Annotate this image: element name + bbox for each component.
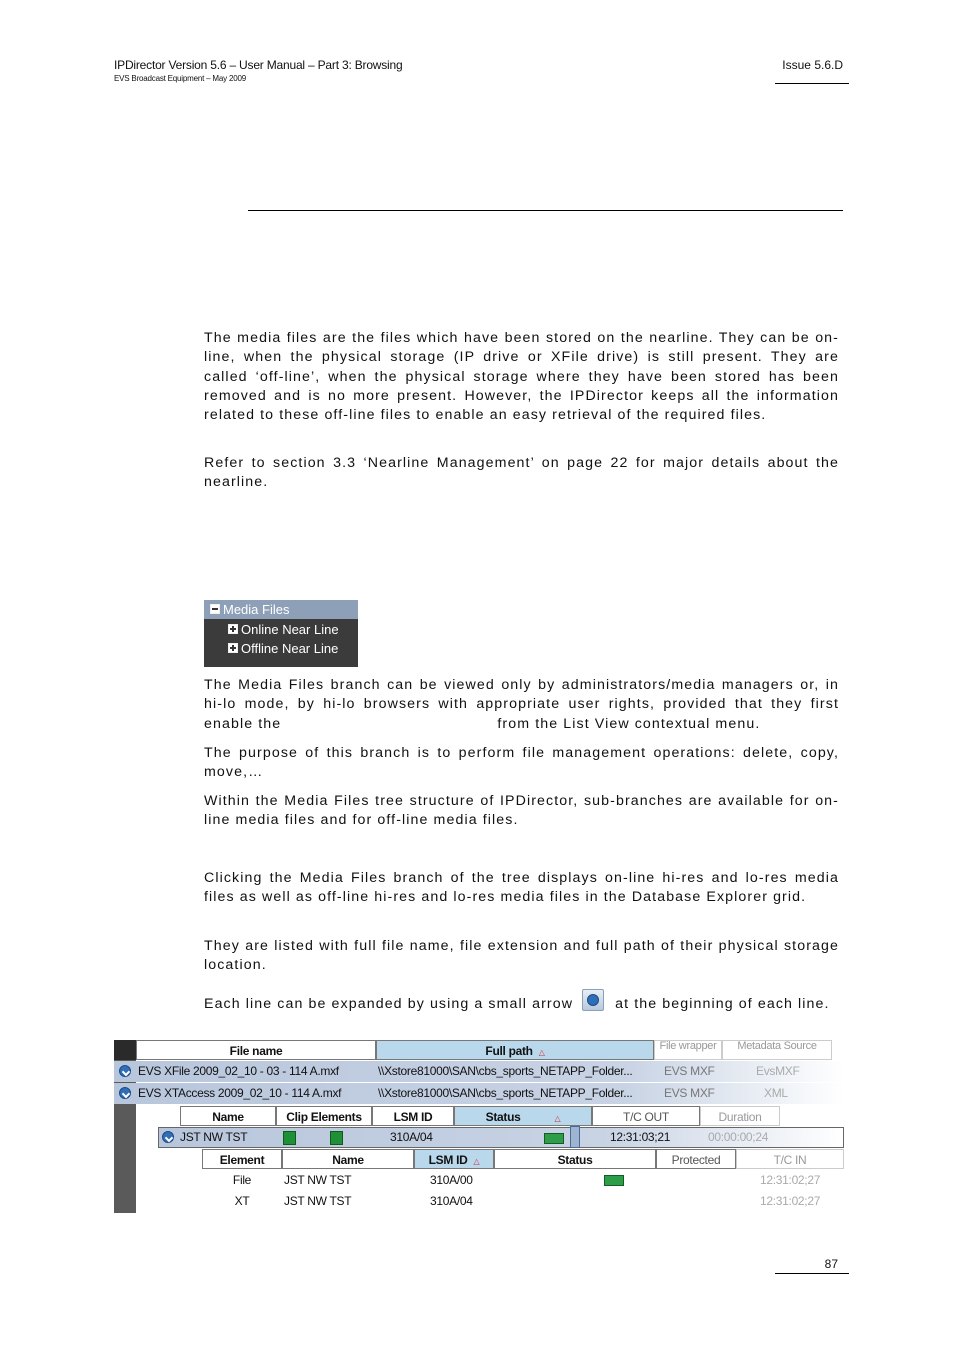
- cell-element: File: [232, 1173, 252, 1187]
- cell-lsm-id: 310A/04: [390, 1130, 433, 1144]
- expand-arrow-icon[interactable]: [162, 1131, 174, 1143]
- footer-rule: [775, 1273, 849, 1274]
- cell-file-name: EVS XFile 2009_02_10 - 03 - 114 A.mxf: [138, 1064, 339, 1078]
- paragraph-text: Each line can be expanded by using a small arrow: [204, 996, 574, 1012]
- column-header-name[interactable]: Name: [180, 1106, 276, 1126]
- cell-tc-in: 12:31:02;27: [760, 1194, 821, 1208]
- status-online-icon: [544, 1133, 564, 1144]
- column-header-lsm-id[interactable]: [414, 1149, 494, 1169]
- column-header-protected[interactable]: Protected: [656, 1149, 736, 1169]
- expand-arrow-icon: [582, 989, 604, 1011]
- column-header-metadata-source[interactable]: Metadata Source: [722, 1040, 832, 1060]
- paragraph-expand-line: [204, 989, 839, 1014]
- cell-full-path: \\Xstore81000\SAN\cbs_sports_NETAPP_Folder...: [378, 1086, 633, 1100]
- database-explorer-grid: [114, 1040, 844, 1213]
- column-resize-handle[interactable]: [570, 1126, 580, 1148]
- page-header: [114, 58, 402, 83]
- expand-arrow-icon[interactable]: [119, 1087, 131, 1099]
- tree-label: Offline Near Line: [241, 641, 339, 656]
- column-header-duration[interactable]: Duration: [700, 1106, 780, 1126]
- column-header-file-name[interactable]: File name: [136, 1040, 376, 1060]
- tree-item-online-near-line[interactable]: [228, 620, 339, 639]
- grid-corner: [114, 1040, 136, 1060]
- paragraph-media-files: The media files are the files which have been stored on the nearline. They can be on-line, when the physical storage (IP drive or XFile drive) is still present. They are called ‘off-line’, when the physical storage where they have been stored has been removed and is no more present. However, the IPDirector keeps all the information related to these off-line files to enable an easy retrieval of the required files.: [204, 330, 839, 424]
- paragraph-text: The Media Files branch can be viewed only by administrators/media managers or, in hi-lo mode, by hi-lo browsers with appropriate user rights, provided that they first enable the: [204, 677, 839, 732]
- status-online-icon: [604, 1175, 624, 1186]
- cell-name: JST NW TST: [180, 1130, 248, 1144]
- paragraph-text: at the beginning of each line.: [615, 996, 830, 1012]
- cell-tc-in: 12:31:02;27: [760, 1173, 821, 1187]
- paragraph-clicking-branch: Clicking the Media Files branch of the tree displays on-line hi-res and lo-res media files as well as off-line hi-res and lo-res media files in the Database Explorer grid.: [204, 870, 839, 906]
- cell-lsm-id: 310A/04: [430, 1194, 473, 1208]
- column-header-element[interactable]: Element: [202, 1149, 282, 1169]
- paragraph-refer-section: Refer to section 3.3 ‘Nearline Management’ on page 22 for major details about the nearline.: [204, 455, 839, 491]
- paragraph-text: from the List View contextual menu.: [497, 715, 761, 732]
- header-label: LSM ID: [428, 1153, 468, 1167]
- clip-element-xt-icon: [330, 1131, 343, 1145]
- column-header-name[interactable]: Name: [282, 1149, 414, 1169]
- tree-item-media-files[interactable]: [204, 600, 358, 619]
- column-header-status[interactable]: Status: [494, 1149, 656, 1169]
- cell-duration: 00:00:00;24: [708, 1130, 769, 1144]
- collapse-icon[interactable]: [210, 604, 220, 614]
- tree-label: Media Files: [223, 602, 290, 617]
- page-number: 87: [824, 1257, 838, 1271]
- paragraph-branch-access: [204, 676, 839, 734]
- expand-icon[interactable]: [228, 643, 238, 653]
- cell-name: JST NW TST: [284, 1173, 352, 1187]
- cell-lsm-id: 310A/00: [430, 1173, 473, 1187]
- header-title: IPDirector Version 5.6 – User Manual – Part 3: Browsing: [114, 58, 403, 72]
- section-rule: [248, 210, 843, 211]
- expand-icon[interactable]: [228, 624, 238, 634]
- tree-item-offline-near-line[interactable]: [228, 639, 338, 658]
- paragraph-sub-branches: Within the Media Files tree structure of IPDirector, sub-branches are available for on-line media files and for off-line media files.: [204, 793, 839, 829]
- column-header-full-path[interactable]: [376, 1040, 654, 1060]
- column-header-tc-in[interactable]: T/C IN: [736, 1149, 844, 1169]
- cell-metadata-source: XML: [764, 1086, 788, 1100]
- header-rule: [775, 83, 849, 84]
- cell-file-wrapper: EVS MXF: [664, 1064, 715, 1078]
- column-header-file-wrapper[interactable]: File wrapper: [654, 1040, 722, 1060]
- clip-element-file-icon: [283, 1131, 296, 1145]
- paragraph-purpose: The purpose of this branch is to perform file management operations: delete, copy, move,…: [204, 745, 839, 781]
- cell-name: JST NW TST: [284, 1194, 352, 1208]
- tree-label: Online Near Line: [241, 622, 339, 637]
- column-header-lsm-id[interactable]: LSM ID: [372, 1106, 454, 1126]
- cell-tc-out: 12:31:03;21: [610, 1130, 671, 1144]
- header-label: Full path: [485, 1044, 533, 1058]
- header-label: Status: [485, 1110, 521, 1124]
- sort-asc-icon: △: [473, 1157, 480, 1166]
- column-header-status[interactable]: [454, 1106, 592, 1126]
- cell-file-name: EVS XTAccess 2009_02_10 - 114 A.mxf: [138, 1086, 342, 1100]
- header-subtitle: EVS Broadcast Equipment – May 2009: [114, 74, 246, 83]
- media-files-tree: [204, 600, 358, 667]
- cell-full-path: \\Xstore81000\SAN\cbs_sports_NETAPP_Folder...: [378, 1064, 633, 1078]
- column-header-tc-out[interactable]: T/C OUT: [592, 1106, 700, 1126]
- paragraph-listed: They are listed with full file name, file extension and full path of their physical storage location.: [204, 938, 839, 974]
- cell-element: XT: [234, 1194, 250, 1208]
- column-header-clip-elements[interactable]: Clip Elements: [276, 1106, 372, 1126]
- cell-metadata-source: EvsMXF: [756, 1064, 800, 1078]
- cell-file-wrapper: EVS MXF: [664, 1086, 715, 1100]
- sort-asc-icon: △: [554, 1114, 561, 1123]
- sort-asc-icon: △: [538, 1048, 545, 1057]
- expand-arrow-icon[interactable]: [119, 1065, 131, 1077]
- header-issue: Issue 5.6.D: [782, 58, 843, 72]
